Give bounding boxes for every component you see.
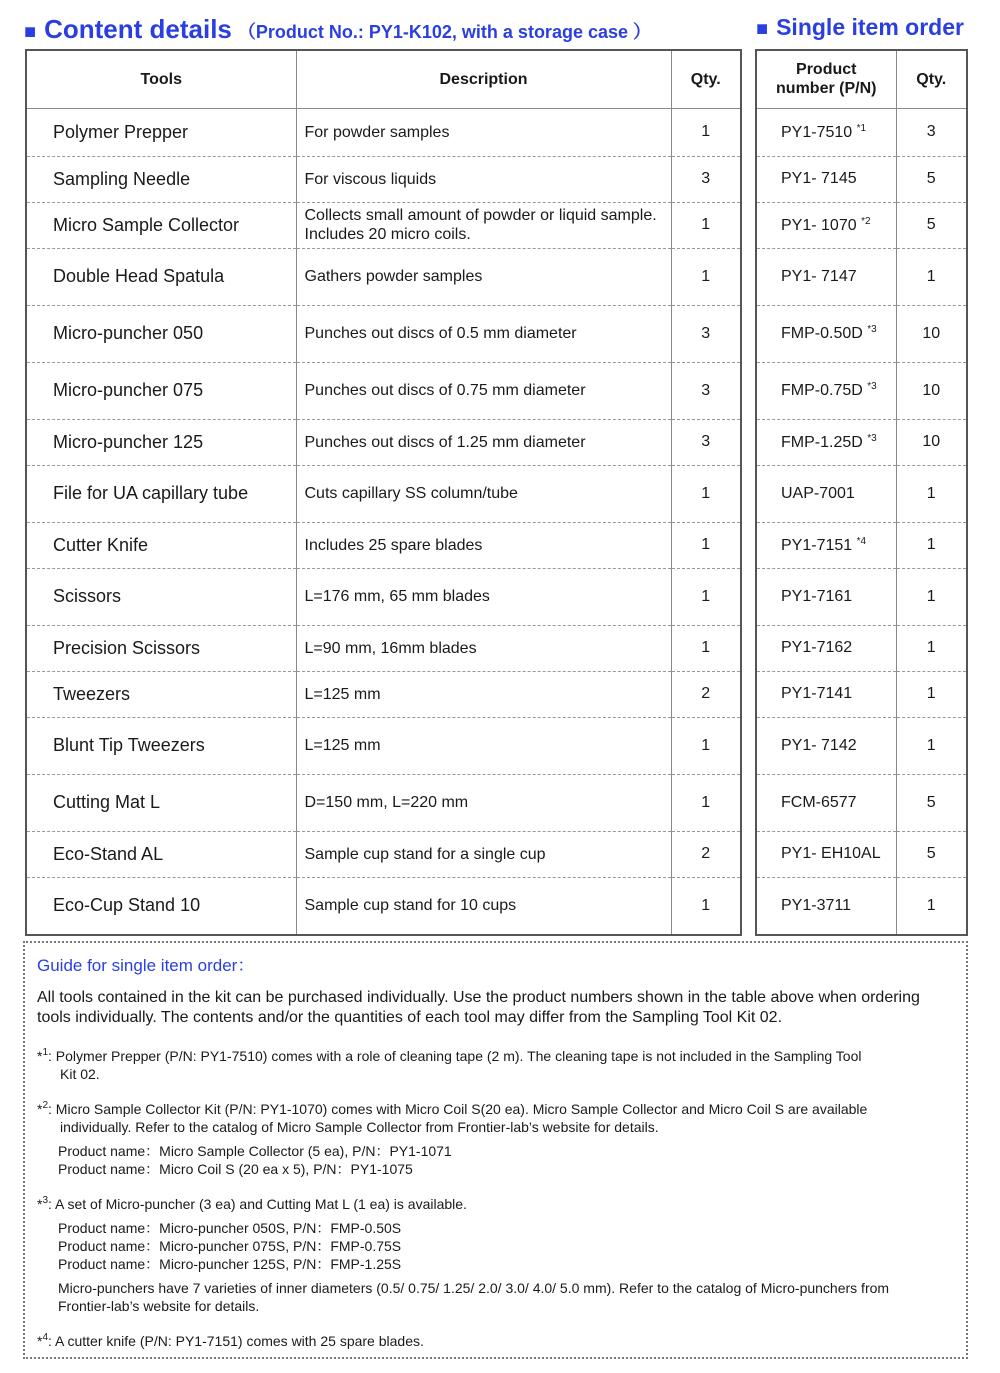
tool-description: L=176 mm, 65 mm blades [296, 568, 671, 625]
footnote [37, 1097, 954, 1178]
footnote-ref: *4 [856, 535, 867, 547]
footnote-text: : Micro Sample Collector Kit (P/N: PY1-1070) comes with Micro Coil S(20 ea). Micro Sample Collector and Micro Coil S are available [48, 1101, 868, 1117]
table-row [756, 522, 967, 568]
tool-name: Double Head Spatula [26, 248, 296, 305]
tool-description: Collects small amount of powder or liquid sample. Includes 20 micro coils. [296, 202, 671, 248]
table-header-row [756, 50, 967, 108]
tool-description: Cuts capillary SS column/tube [296, 465, 671, 522]
product-number-cell [756, 568, 896, 625]
footnote-text-line [37, 1192, 954, 1213]
footnote-text-line [37, 1329, 954, 1350]
footnote-text: : A set of Micro-puncher (3 ea) and Cutting Mat L (1 ea) is available. [48, 1196, 467, 1212]
table-row [26, 108, 741, 156]
tool-name: Micro-puncher 075 [26, 362, 296, 419]
product-number: FMP-0.50D [781, 325, 868, 342]
product-name-line: Product name：Micro-puncher 075S, P/N：FMP-0.75S [58, 1238, 402, 1254]
table-row [26, 305, 741, 362]
order-qty: 1 [896, 877, 967, 935]
table-row [756, 831, 967, 877]
footnote-mark: 1 [42, 1047, 49, 1058]
tool-description: Punches out discs of 0.75 mm diameter [296, 362, 671, 419]
product-name-line: Product name：Micro Coil S (20 ea x 5), P/N：PY1-1075 [58, 1161, 413, 1177]
table-row [756, 877, 967, 935]
tool-description: Sample cup stand for a single cup [296, 831, 671, 877]
product-number-cell [756, 625, 896, 671]
table-row [756, 248, 967, 305]
table-row [756, 362, 967, 419]
product-number-cell [756, 522, 896, 568]
order-qty: 5 [896, 774, 967, 831]
tool-qty: 1 [671, 774, 741, 831]
product-subtitle: （Product No.: PY1-K102, with a storage case ） [237, 22, 652, 42]
order-qty: 3 [896, 108, 967, 156]
product-number-cell [756, 465, 896, 522]
tool-qty: 1 [671, 568, 741, 625]
table-row [26, 877, 741, 935]
product-number-cell [756, 202, 896, 248]
footnote-ref: *3 [867, 432, 877, 444]
product-number-cell [756, 831, 896, 877]
footnote-star: * [37, 1101, 43, 1117]
product-number-cell [756, 419, 896, 465]
table-row [756, 202, 967, 248]
product-number: PY1-3711 [781, 896, 851, 914]
product-number: PY1-7151 [781, 536, 857, 554]
footnote-star: * [37, 1333, 43, 1349]
order-qty: 5 [896, 202, 967, 248]
footnote [37, 1044, 954, 1083]
col-header-description: Description [296, 50, 671, 108]
footnote-ref: *3 [867, 324, 877, 335]
tool-name: Micro-puncher 050 [26, 305, 296, 362]
table-row [756, 774, 967, 831]
table-row [756, 305, 967, 362]
tool-qty: 2 [671, 831, 741, 877]
product-number-cell [756, 774, 896, 831]
footnote-ref: *3 [867, 381, 877, 392]
col-header-tools: Tools [26, 50, 296, 108]
order-qty: 10 [896, 419, 967, 465]
single-item-order-header [756, 14, 964, 41]
table-row [756, 671, 967, 717]
product-number-cell [756, 305, 896, 362]
tool-description: Sample cup stand for 10 cups [296, 877, 671, 935]
product-number: PY1- 1070 [781, 216, 862, 234]
tool-description: For viscous liquids [296, 156, 671, 202]
table-row [26, 568, 741, 625]
table-row [26, 248, 741, 305]
footnote-ref: *2 [861, 215, 871, 227]
footnote-extra-line: Frontier-lab’s website for details. [58, 1298, 260, 1314]
product-number: PY1- EH10AL [781, 845, 881, 862]
tool-qty: 1 [671, 465, 741, 522]
tool-name: Polymer Prepper [26, 108, 296, 156]
product-number: PY1-7161 [781, 587, 853, 605]
table-row [756, 625, 967, 671]
table-row [26, 774, 741, 831]
square-bullet-icon: ■ [756, 18, 769, 40]
product-number: FCM-6577 [781, 793, 857, 811]
footnote-text: : Polymer Prepper (P/N: PY1-7510) comes with a role of cleaning tape (2 m). The cleaning tape is not included in the Sampling Tool [48, 1048, 862, 1064]
footnote-mark: 2 [42, 1100, 49, 1111]
tool-name: Precision Scissors [26, 625, 296, 671]
tool-name: Micro-puncher 125 [26, 419, 296, 465]
product-name-line: Product name：Micro-puncher 050S, P/N：FMP-0.50S [58, 1220, 402, 1236]
tool-description: L=125 mm [296, 717, 671, 774]
footnote-ref: *1 [856, 122, 867, 134]
tool-qty: 1 [671, 202, 741, 248]
tool-description: Includes 25 spare blades [296, 522, 671, 568]
table-row [26, 671, 741, 717]
tool-name: Tweezers [26, 671, 296, 717]
product-number-cell [756, 877, 896, 935]
table-row [26, 419, 741, 465]
tool-name: Blunt Tip Tweezers [26, 717, 296, 774]
table-row [26, 831, 741, 877]
tool-name: Cutter Knife [26, 522, 296, 568]
square-bullet-icon: ■ [24, 21, 37, 43]
footnote-star: * [37, 1048, 43, 1064]
tool-description: Punches out discs of 0.5 mm diameter [296, 305, 671, 362]
tool-description: Punches out discs of 1.25 mm diameter [296, 419, 671, 465]
tool-description: L=125 mm [296, 671, 671, 717]
tool-qty: 3 [671, 305, 741, 362]
footnote-mark: 4 [42, 1332, 49, 1343]
tool-qty: 1 [671, 625, 741, 671]
tool-description: D=150 mm, L=220 mm [296, 774, 671, 831]
footnote-text-line [37, 1097, 954, 1118]
table-row [26, 465, 741, 522]
product-number: PY1-7510 [781, 123, 857, 141]
tool-name: Sampling Needle [26, 156, 296, 202]
contents-table [25, 49, 742, 936]
footnote-continuation: Kit 02. [60, 1066, 100, 1082]
col-header-qty: Qty. [896, 50, 967, 108]
tool-name: Scissors [26, 568, 296, 625]
tool-qty: 1 [671, 877, 741, 935]
table-row [26, 522, 741, 568]
table-row [26, 362, 741, 419]
footnote-continuation: individually. Refer to the catalog of Micro Sample Collector from Frontier-lab’s website for details. [60, 1119, 659, 1135]
guide-box [23, 941, 968, 1359]
order-qty: 1 [896, 717, 967, 774]
order-qty: 1 [896, 522, 967, 568]
tool-description: L=90 mm, 16mm blades [296, 625, 671, 671]
tool-qty: 3 [671, 419, 741, 465]
table-header-row [26, 50, 741, 108]
tool-description: For powder samples [296, 108, 671, 156]
product-number-cell [756, 671, 896, 717]
table-row [756, 568, 967, 625]
product-number: FMP-1.25D [781, 433, 868, 451]
guide-intro: All tools contained in the kit can be purchased individually. Use the product numbers shown in the table above when ordering tools individually. The contents and/or the quantities of each tool may differ from the Sampling Tool Kit 02. [37, 989, 920, 1026]
product-number-cell [756, 717, 896, 774]
product-name-line: Product name：Micro-puncher 125S, P/N：FMP-1.25S [58, 1256, 402, 1272]
footnote-text: : A cutter knife (P/N: PY1-7151) comes with 25 spare blades. [48, 1333, 424, 1349]
table-row [26, 625, 741, 671]
product-number-cell [756, 156, 896, 202]
product-number: UAP-7001 [781, 484, 855, 502]
tool-qty: 1 [671, 108, 741, 156]
product-name-line: Product name：Micro Sample Collector (5 ea), P/N：PY1-1071 [58, 1143, 452, 1159]
order-qty: 10 [896, 362, 967, 419]
footnote [37, 1192, 954, 1315]
col-header-qty: Qty. [671, 50, 741, 108]
order-qty: 1 [896, 465, 967, 522]
content-details-title: Content details [44, 14, 232, 44]
order-qty: 1 [896, 625, 967, 671]
product-number: PY1- 7145 [781, 170, 857, 187]
single-item-order-title: Single item order [776, 14, 964, 40]
product-number: PY1- 7147 [781, 267, 857, 285]
table-row [756, 156, 967, 202]
table-row [26, 202, 741, 248]
footnote-extra-line: Micro-punchers have 7 varieties of inner diameters (0.5/ 0.75/ 1.25/ 2.0/ 3.0/ 4.0/ 5.0 mm). Refer to the catalog of Micro-punchers from [58, 1280, 890, 1296]
table-row [756, 108, 967, 156]
tool-qty: 1 [671, 522, 741, 568]
guide-title: Guide for single item order： [37, 956, 255, 975]
table-row [756, 717, 967, 774]
content-details-header [24, 14, 651, 45]
footnote-mark: 3 [42, 1195, 49, 1206]
product-number: PY1- 7142 [781, 736, 857, 754]
tool-qty: 3 [671, 156, 741, 202]
footnote-star: * [37, 1196, 43, 1212]
tool-qty: 3 [671, 362, 741, 419]
table-row [26, 156, 741, 202]
product-number-cell [756, 108, 896, 156]
tool-description: Gathers powder samples [296, 248, 671, 305]
product-number: PY1-7162 [781, 639, 853, 656]
order-qty: 1 [896, 248, 967, 305]
table-row [756, 465, 967, 522]
product-number: PY1-7141 [781, 685, 853, 702]
product-number-cell [756, 248, 896, 305]
order-qty: 5 [896, 156, 967, 202]
order-qty: 5 [896, 831, 967, 877]
table-row [26, 717, 741, 774]
footnotes [37, 1044, 954, 1350]
tool-qty: 1 [671, 717, 741, 774]
table-row [756, 419, 967, 465]
tool-qty: 1 [671, 248, 741, 305]
single-order-table [755, 49, 968, 936]
footnote [37, 1329, 954, 1350]
footnote-text-line [37, 1044, 954, 1065]
tool-name: File for UA capillary tube [26, 465, 296, 522]
tool-name: Eco-Stand AL [26, 831, 296, 877]
order-qty: 10 [896, 305, 967, 362]
tool-name: Micro Sample Collector [26, 202, 296, 248]
tool-qty: 2 [671, 671, 741, 717]
order-qty: 1 [896, 671, 967, 717]
tool-name: Cutting Mat L [26, 774, 296, 831]
product-number-cell [756, 362, 896, 419]
col-header-product-number: Product number (P/N) [756, 50, 896, 108]
product-number: FMP-0.75D [781, 382, 868, 399]
order-qty: 1 [896, 568, 967, 625]
tool-name: Eco-Cup Stand 10 [26, 877, 296, 935]
